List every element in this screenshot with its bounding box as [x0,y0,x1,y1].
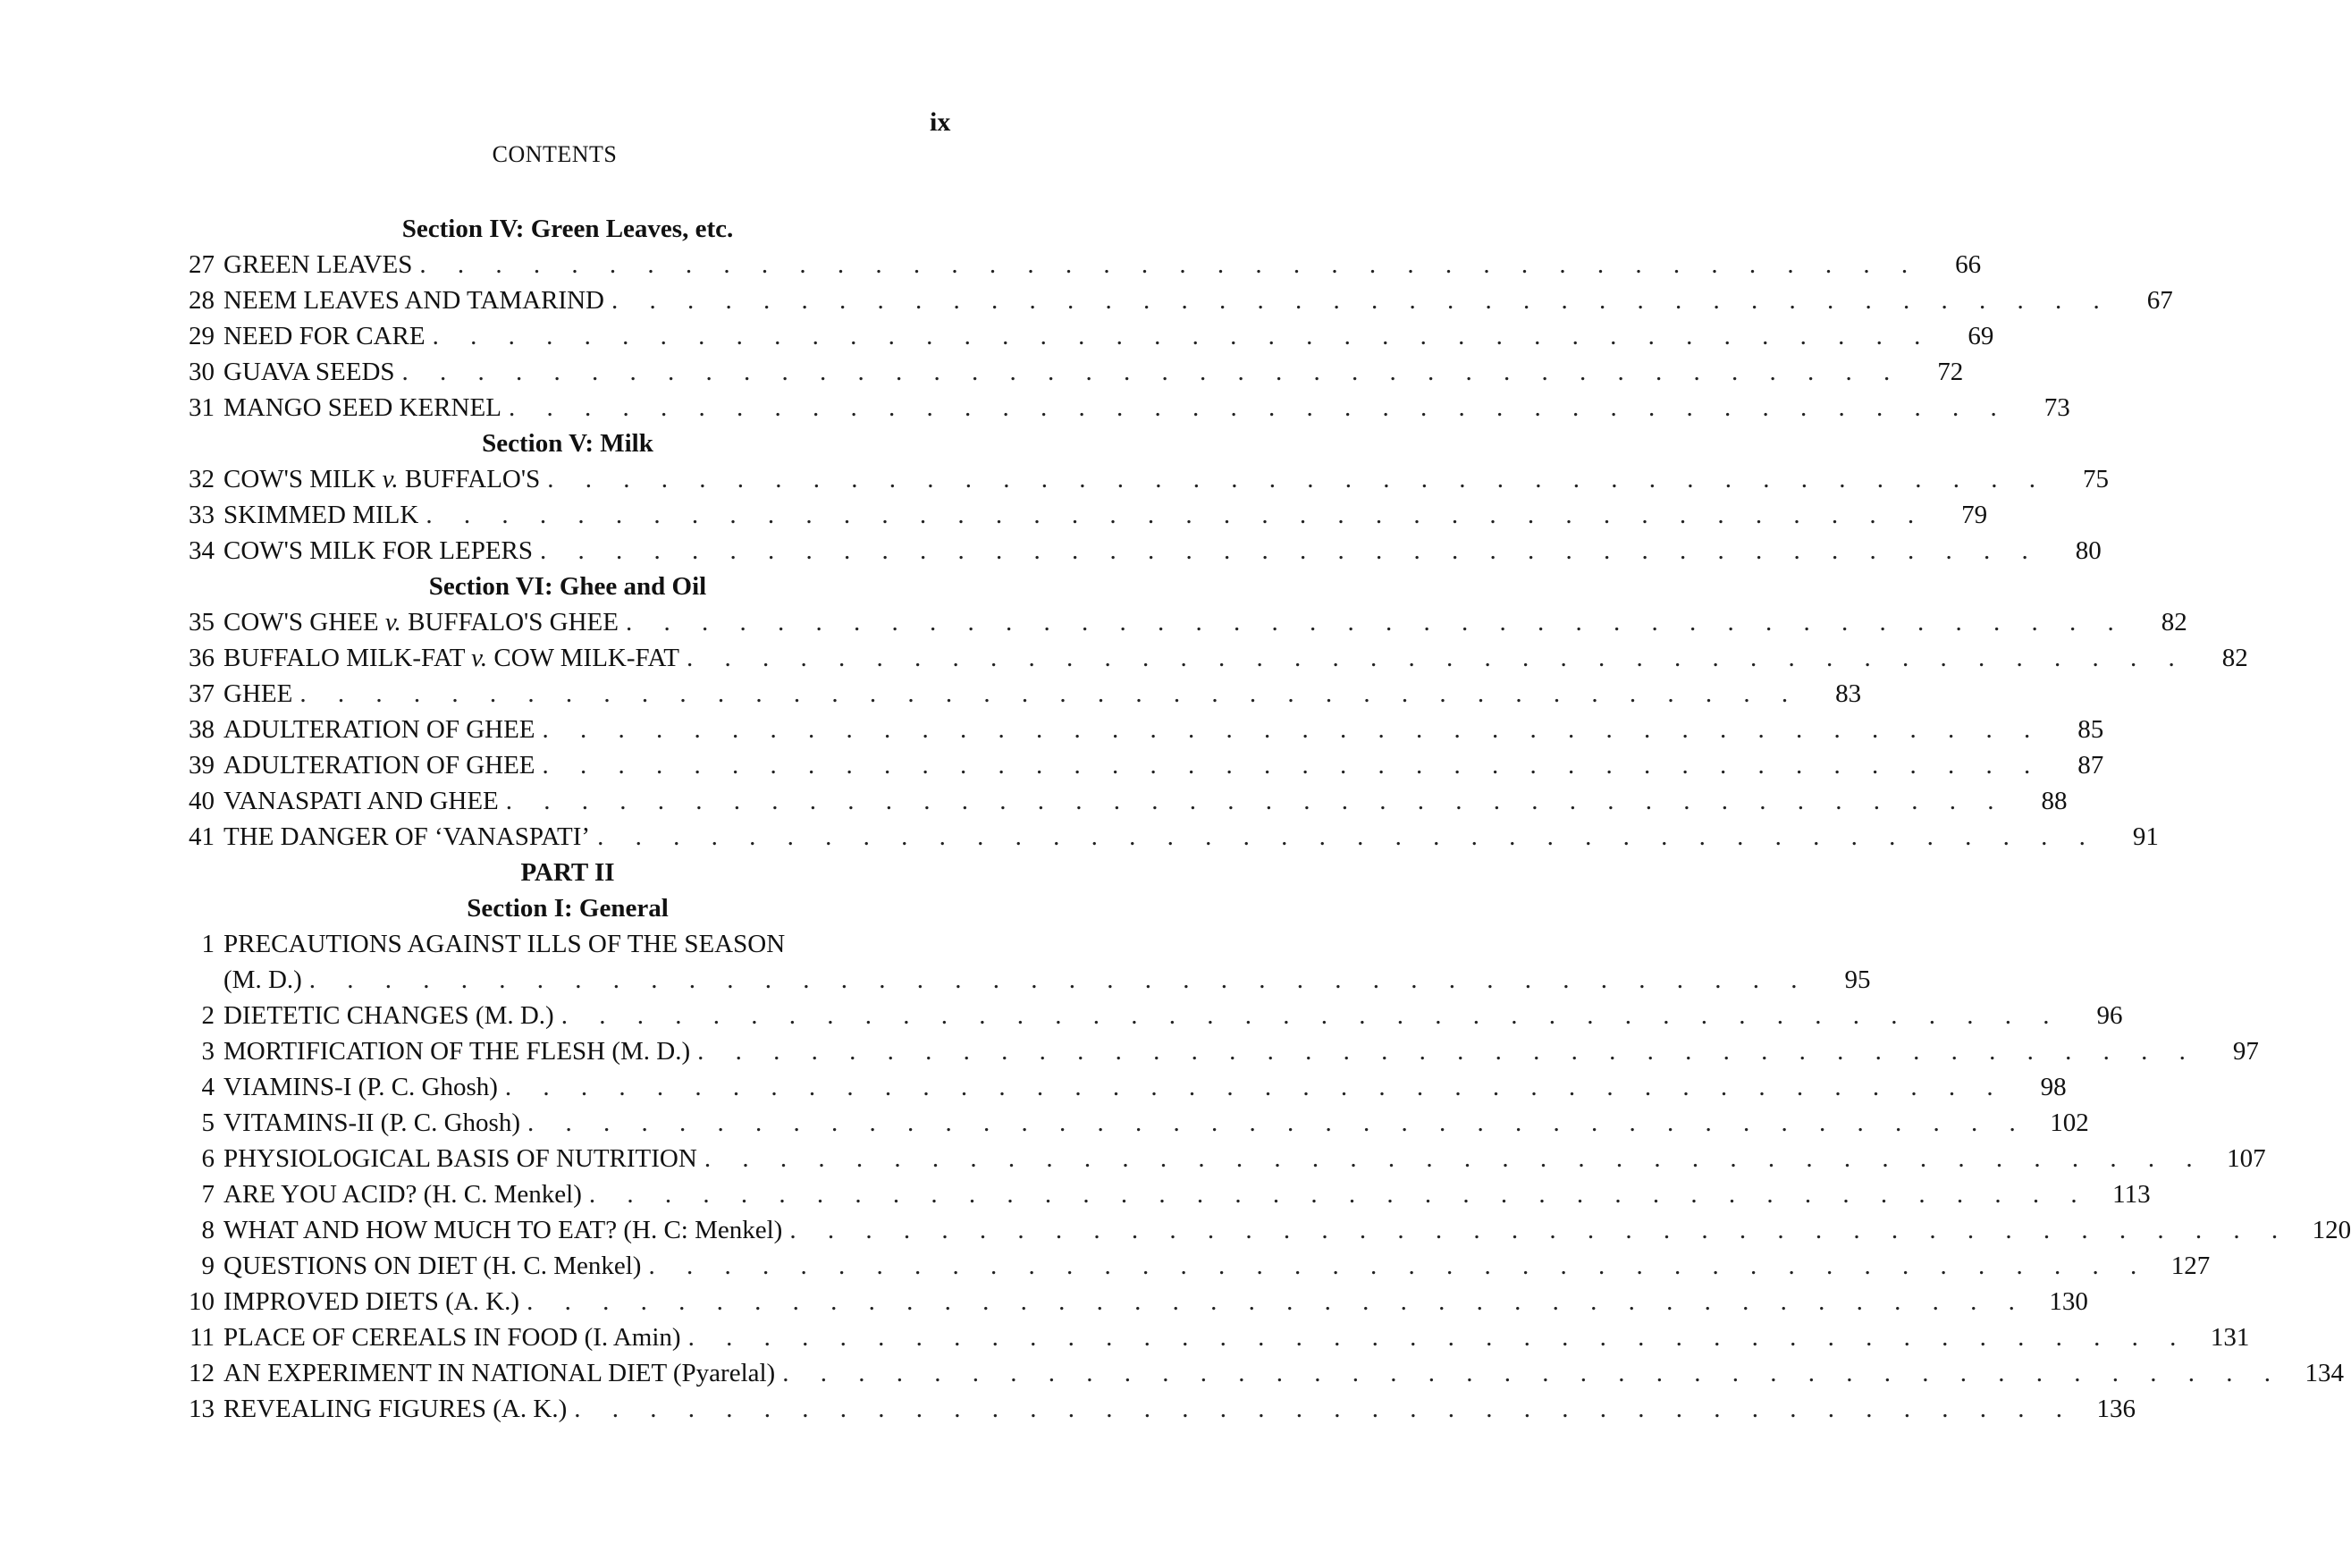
entry-number: 28 [189,286,215,315]
entry-title-text: BUFFALO'S GHEE [408,608,619,636]
entry-title [215,1284,519,1319]
dot-leader: . . . . . . . . . . . . . . . . . . . . . . . . . . . . . . . . . . . . . . . . [508,393,2010,422]
entry-title-text: PHYSIOLOGICAL BASIS OF NUTRITION [223,1144,697,1173]
entry-title-text: SKIMMED MILK [223,501,419,529]
dot-leader: . . . . . . . . . . . . . . . . . . . . . . . . . . . . . . . . . . . . . . . . [432,322,1934,350]
entry-title-text: PLACE OF CEREALS IN FOOD (I. Amin) [223,1323,681,1352]
dot-leader: . . . . . . . . . . . . . . . . . . . . . . . . . . . . . . . . . . . . . . . . [527,1109,2028,1137]
toc-entry [170,1105,2089,1141]
dot-leader: . . . . . . . . . . . . . . . . . . . . . . . . . . . . . . . . . . . . . . . . [542,751,2043,780]
toc-entry [170,819,2159,855]
entry-number: 41 [189,822,215,851]
entry-title-versus: v. [384,608,401,636]
entry-number: 36 [189,644,215,672]
entry-page-number: 97 [2232,1037,2259,1066]
entry-title-text: COW MILK-FAT [493,644,679,672]
entry-page-number: 85 [2077,715,2104,744]
dot-leader: . . . . . . . . . . . . . . . . . . . . . . . . . . . . . . . . . . . . . . . . [789,1216,2291,1244]
entry-title [215,533,533,569]
entry-title [215,819,590,855]
entry-number: 11 [190,1323,215,1352]
table-of-contents [170,211,2351,1427]
toc-entry [170,318,1994,354]
entry-number: 13 [189,1395,215,1423]
entry-page-number: 95 [1844,965,1871,994]
toc-entry [170,1284,2088,1319]
dot-leader: . . . . . . . . . . . . . . . . . . . . . . . . . . . . . . . . . . . . . . . . [505,787,2007,815]
toc-entry [170,783,2068,819]
entry-title [215,1105,520,1141]
entry-title-text: (M. D.) [223,965,302,994]
toc-entry [170,390,2070,426]
entry-page-number: 67 [2146,286,2173,315]
entry-number: 39 [189,751,215,780]
entry-title-text: IMPROVED DIETS (A. K.) [223,1287,520,1316]
entry-page-number: 91 [2132,822,2159,851]
entry-title [215,1391,567,1427]
entry-page-number: 82 [2221,644,2248,672]
entry-page-number: 69 [1968,322,1994,350]
entry-title [215,747,535,783]
entry-number: 33 [189,501,215,529]
toc-entry [170,461,2109,497]
entry-title-text: PRECAUTIONS AGAINST ILLS OF THE SEASON [223,930,786,958]
toc-entry [170,1141,2266,1176]
entry-title-text: NEEM LEAVES AND TAMARIND [223,286,604,315]
entry-number: 40 [189,787,215,815]
entry-page-number: 66 [1955,250,1982,279]
toc-entry [170,998,2123,1033]
toc-entry [170,1212,2351,1248]
entry-title-text: DIETETIC CHANGES (M. D.) [223,1001,554,1030]
entry-title [215,1248,641,1284]
dot-leader: . . . . . . . . . . . . . . . . . . . . . . . . . . . . . . . . . . . . . . . . [782,1359,2283,1387]
toc-entry [170,497,1988,533]
entry-number: 37 [189,679,215,708]
toc-entry [170,1069,2067,1105]
toc-entry [170,282,2173,318]
entry-title [215,497,418,533]
toc-entry [170,533,2102,569]
entry-title-text: COW'S GHEE [223,608,379,636]
dot-leader: . . . . . . . . . . . . . . . . . . . . . . . . . . . . . . . . . . . . . . . . [687,1323,2189,1352]
section-heading: Section IV: Green Leaves, etc. [401,215,734,243]
entry-page-number: 72 [1937,358,1964,386]
entry-number: 30 [189,358,215,386]
entry-title [215,676,292,712]
entry-title-text: AN EXPERIMENT IN NATIONAL DIET (Pyarelal) [223,1359,776,1387]
toc-entry [170,712,2104,747]
entry-title-text: NEED FOR CARE [223,322,426,350]
dot-leader: . . . . . . . . . . . . . . . . . . . . . . . . . . . . . . . . . . . . . . . . [625,608,2127,636]
dot-leader: . . . . . . . . . . . . . . . . . . . . . . . . . . . . . . . . . . . . . . . . [542,715,2043,744]
entry-title [215,1141,697,1176]
entry-title [215,712,535,747]
entry-number: 38 [189,715,215,744]
entry-title [215,962,302,998]
dot-leader: . . . . . . . . . . . . . . . . . . . . . . . . . . . . . . . . . . . . . . . . [504,1073,2006,1101]
entry-number: 12 [189,1359,215,1387]
dot-leader: . . . . . . . . . . . . . . . . . . . . . . . . . . . . . . . . . . . . . . . . [527,1287,2027,1316]
dot-leader: . . . . . . . . . . . . . . . . . . . . . . . . . . . . . . . . . . . . . . . . [540,536,2041,565]
entry-title-text: VIAMINS-I (P. C. Ghosh) [223,1073,498,1101]
entry-title [215,1212,782,1248]
entry-title-text: BUFFALO MILK-FAT [223,644,465,672]
entry-number: 6 [201,1144,215,1173]
entry-title [215,1069,498,1105]
entry-title-text: COW'S MILK [223,465,376,493]
entry-title [215,318,426,354]
entry-number: 4 [201,1073,215,1101]
entry-number: 34 [189,536,215,565]
dot-leader: . . . . . . . . . . . . . . . . . . . . . . . . . . . . . . . . . . . . . . . . [697,1037,2198,1066]
toc-entry-continuation [170,962,1871,998]
toc-entry [170,1176,2151,1212]
toc-entry [170,1033,2259,1069]
entry-number: 3 [201,1037,215,1066]
entry-page-number: 120 [2312,1216,2351,1244]
entry-page-number: 73 [2043,393,2070,422]
entry-page-number: 131 [2210,1323,2250,1352]
dot-leader: . . . . . . . . . . . . . . . . . . . . . . . . . . . . . . . . . . . . . . . . [401,358,1903,386]
entry-title-text: THE DANGER OF ‘VANASPATI’ [223,822,591,851]
entry-page-number: 98 [2040,1073,2067,1101]
dot-leader: . . . . . . . . . . . . . . . . . . . . . . . . . . . . . . . . . . . . . . . . [611,286,2112,315]
dot-leader: . . . . . . . . . . . . . . . . . . . . . . . . . . . . . . . . . . . . . . . . [686,644,2187,672]
entry-page-number: 87 [2077,751,2104,780]
dot-leader: . . . . . . . . . . . . . . . . . . . . . . . . . . . . . . . . . . . . . . . . [704,1144,2205,1173]
entry-title-text: GHEE [223,679,293,708]
toc-entry [170,1355,2344,1391]
entry-page-number: 136 [2096,1395,2136,1423]
entry-page-number: 82 [2161,608,2187,636]
toc-entry [170,747,2104,783]
entry-title [215,998,554,1033]
entry-page-number: 130 [2049,1287,2088,1316]
entry-page-number: 80 [2075,536,2102,565]
entry-title-versus: v. [382,465,399,493]
entry-page-number: 127 [2170,1252,2211,1280]
entry-title-text: MORTIFICATION OF THE FLESH (M. D.) [223,1037,691,1066]
dot-leader: . . . . . . . . . . . . . . . . . . . . . . . . . . . . . . . . . . . . . . . . [560,1001,2062,1030]
entry-title-text: GUAVA SEEDS [223,358,395,386]
dot-leader: . . . . . . . . . . . . . . . . . . . . . . . . . . . . . . . . . . . . . . . . [597,822,2098,851]
entry-title-text: GREEN LEAVES [223,250,413,279]
entry-title-text: ADULTERATION OF GHEE [223,715,535,744]
entry-title-versus: v. [471,644,488,672]
entry-title-text: BUFFALO'S [404,465,541,493]
section-heading: Section V: Milk [482,429,653,458]
section-heading: Section I: General [467,894,669,923]
entry-number: 32 [189,465,215,493]
page-number: ix [930,107,951,137]
toc-entry [170,926,965,962]
entry-title [215,640,679,676]
entry-title-text: ARE YOU ACID? (H. C. Menkel) [223,1180,582,1209]
section-heading: PART II [520,858,615,887]
entry-number: 1 [201,930,215,958]
entry-title [215,354,395,390]
entry-title [215,247,412,282]
toc-entry [170,604,2187,640]
entry-number: 10 [189,1287,215,1316]
entry-page-number: 88 [2041,787,2068,815]
dot-leader: . . . . . . . . . . . . . . . . . . . . . . . . . . . . . . . . . . . . . . . . [419,250,1921,279]
entry-title-text: QUESTIONS ON DIET (H. C. Menkel) [223,1252,642,1280]
entry-title [215,1319,681,1355]
dot-leader: . . . . . . . . . . . . . . . . . . . . . . . . . . . . . . . . . . . . . . . . [308,965,1810,994]
dot-leader: . . . . . . . . . . . . . . . . . . . . . . . . . . . . . . . . . . . . . . . . [574,1395,2075,1423]
entry-title [215,926,785,962]
toc-entry [170,676,1862,712]
entry-number: 8 [201,1216,215,1244]
entry-title [215,390,501,426]
entry-number: 35 [189,608,215,636]
entry-title [215,1355,775,1391]
dot-leader: . . . . . . . . . . . . . . . . . . . . . . . . . . . . . . . . . . . . . . . . [648,1252,2150,1280]
entry-title [215,461,540,497]
dot-leader: . . . . . . . . . . . . . . . . . . . . . . . . . . . . . . . . . . . . . . . . [588,1180,2090,1209]
running-head: CONTENTS [492,141,618,167]
dot-leader: . . . . . . . . . . . . . . . . . . . . . . . . . . . . . . . . . . . . . . . . [547,465,2048,493]
entry-number: 7 [201,1180,215,1209]
entry-page-number: 96 [2096,1001,2123,1030]
entry-title [215,282,604,318]
entry-page-number: 75 [2082,465,2109,493]
entry-page-number: 83 [1835,679,1862,708]
dot-leader: . . . . . . . . . . . . . . . . . . . . . . . . . . . . . . . . . . . . . . . . [299,679,1801,708]
entry-title-text: VANASPATI AND GHEE [223,787,499,815]
toc-entry [170,1319,2250,1355]
toc-entry [170,640,2248,676]
entry-page-number: 134 [2305,1359,2344,1387]
entry-title [215,1176,582,1212]
entry-number: 2 [201,1001,215,1030]
section-heading: Section VI: Ghee and Oil [428,572,707,601]
entry-number: 31 [189,393,215,422]
entry-number: 9 [201,1252,215,1280]
toc-entry [170,1248,2211,1284]
dot-leader: . . . . . . . . . . . . . . . . . . . . . . . . . . . . . . . . . . . . . . . . [426,501,1927,529]
entry-title-text: MANGO SEED KERNEL [223,393,501,422]
entry-number: 27 [189,250,215,279]
entry-page-number: 113 [2112,1180,2151,1209]
entry-page-number: 79 [1961,501,1988,529]
entry-page-number: 107 [2227,1144,2266,1173]
entry-title-text: WHAT AND HOW MUCH TO EAT? (H. C: Menkel) [223,1216,783,1244]
entry-title [215,604,619,640]
entry-title [215,783,499,819]
toc-entry [170,247,1982,282]
entry-title-text: VITAMINS-II (P. C. Ghosh) [223,1109,520,1137]
entry-title-text: REVEALING FIGURES (A. K.) [223,1395,568,1423]
toc-entry [170,354,1964,390]
toc-entry [170,1391,2136,1427]
entry-title-text: ADULTERATION OF GHEE [223,751,535,780]
entry-number: 5 [201,1109,215,1137]
entry-title-text: COW'S MILK FOR LEPERS [223,536,534,565]
entry-page-number: 102 [2050,1109,2089,1137]
entry-title [215,1033,690,1069]
entry-number: 29 [189,322,215,350]
